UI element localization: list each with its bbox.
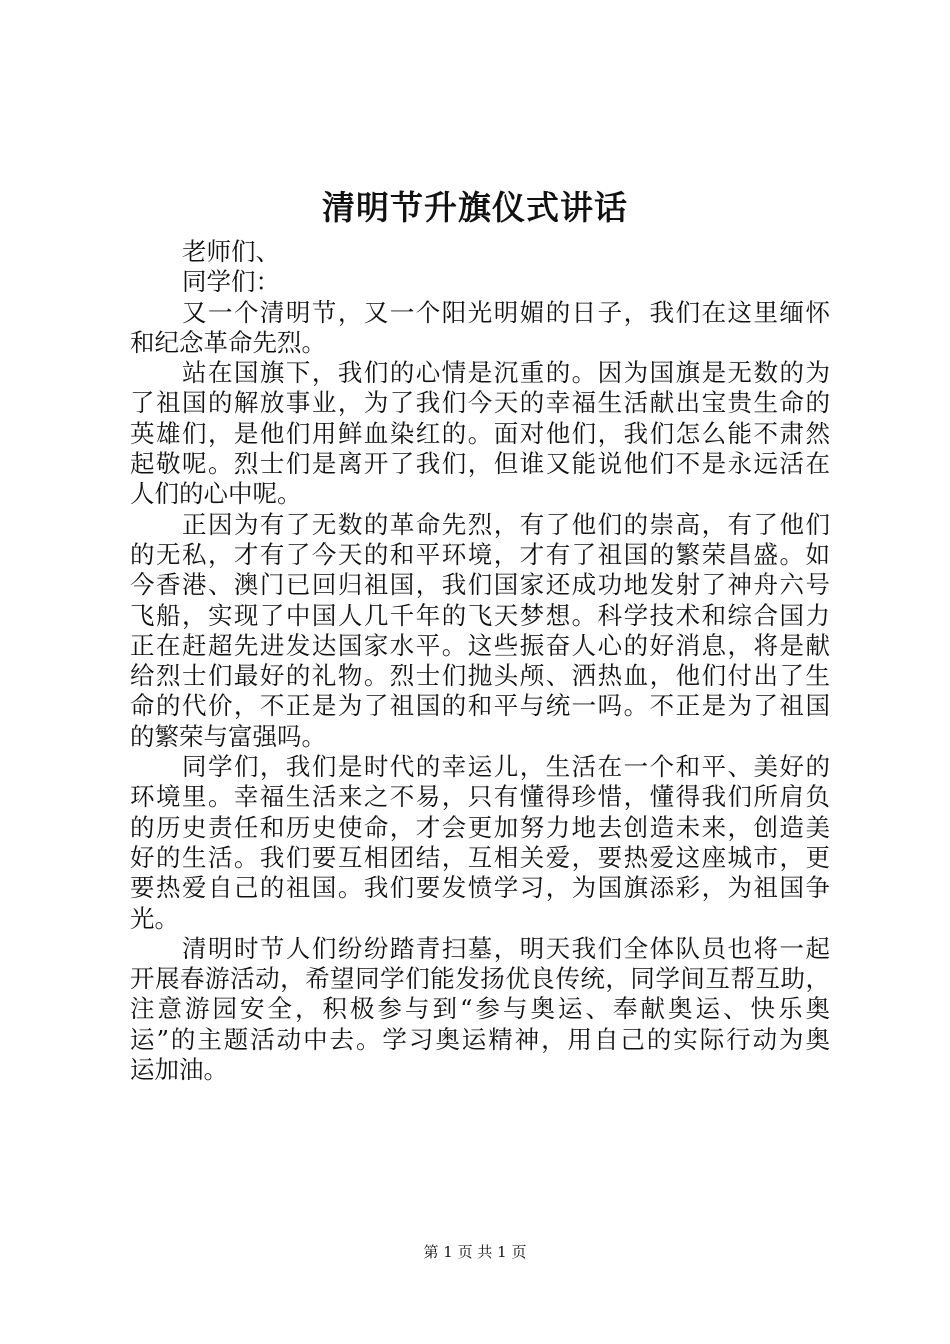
paragraph-line: 飞船，实现了中国人几千年的飞天梦想。科学技术和综合国力	[130, 600, 830, 630]
paragraph	[130, 298, 830, 359]
paragraph-line: 开展春游活动，希望同学们能发扬优良传统，同学间互帮互助，	[130, 964, 830, 994]
paragraph-line: 光。	[130, 903, 179, 933]
paragraph	[130, 934, 830, 1085]
paragraph-line: 清明时节人们纷纷踏青扫墓，明天我们全体队员也将一起	[182, 933, 830, 963]
paragraph-line: 了祖国的解放事业，为了我们今天的幸福生活献出宝贵生命的	[130, 388, 830, 418]
paragraph-line: 站在国旗下，我们的心情是沉重的。因为国旗是无数的为	[182, 358, 830, 388]
paragraph-line: 要热爱自己的祖国。我们要发愤学习，为国旗添彩，为祖国争	[130, 873, 830, 903]
paragraph-line: 运”的主题活动中去。学习奥运精神，用自己的实际行动为奥	[130, 1024, 830, 1054]
document-title: 清明节升旗仪式讲话	[322, 188, 628, 227]
paragraph-line: 运加油。	[130, 1055, 228, 1085]
paragraph	[130, 510, 830, 752]
paragraph-line: 同学们，我们是时代的幸运儿，生活在一个和平、美好的	[182, 752, 830, 782]
paragraph-line: 今香港、澳门已回归祖国，我们国家还成功地发射了神舟六号	[130, 570, 830, 600]
paragraph-line: 命的代价，不正是为了祖国的和平与统一吗。不正是为了祖国	[130, 691, 830, 721]
paragraph-line: 的历史责任和历史使命，才会更加努力地去创造未来，创造美	[130, 812, 830, 842]
paragraph-line: 注意游园安全，积极参与到“参与奥运、奉献奥运、快乐奥	[130, 994, 830, 1024]
paragraph	[130, 358, 830, 509]
paragraph-line: 人们的心中呢。	[130, 479, 302, 509]
paragraph-line: 给烈士们最好的礼物。烈士们抛头颅、洒热血，他们付出了生	[130, 661, 830, 691]
paragraph	[130, 752, 830, 934]
document-body	[130, 237, 830, 1085]
paragraph-line: 起敬呢。烈士们是离开了我们，但谁又能说他们不是永远活在	[130, 449, 830, 479]
salutation-line: 老师们、	[182, 237, 280, 266]
paragraph-line: 又一个清明节，又一个阳光明媚的日子，我们在这里缅怀	[182, 297, 830, 327]
paragraph-line: 好的生活。我们要互相团结，互相关爱，要热爱这座城市，更	[130, 842, 830, 872]
salutation-line: 同学们：	[182, 267, 280, 297]
paragraph-line: 的繁荣与富强吗。	[130, 721, 326, 751]
paragraph-line: 正因为有了无数的革命先烈，有了他们的崇高，有了他们	[182, 509, 830, 539]
paragraph-line: 的无私，才有了今天的和平环境，才有了祖国的繁荣昌盛。如	[130, 539, 830, 569]
paragraph-line: 和纪念革命先烈。	[130, 327, 326, 357]
page-footer: 第 1 页 共 1 页	[423, 1243, 527, 1261]
paragraph-line: 环境里。幸福生活来之不易，只有懂得珍惜，懂得我们所肩负	[130, 782, 830, 812]
paragraph-line: 正在赶超先进发达国家水平。这些振奋人心的好消息，将是献	[130, 630, 830, 660]
paragraph-line: 英雄们，是他们用鲜血染红的。面对他们，我们怎么能不肃然	[130, 418, 830, 448]
